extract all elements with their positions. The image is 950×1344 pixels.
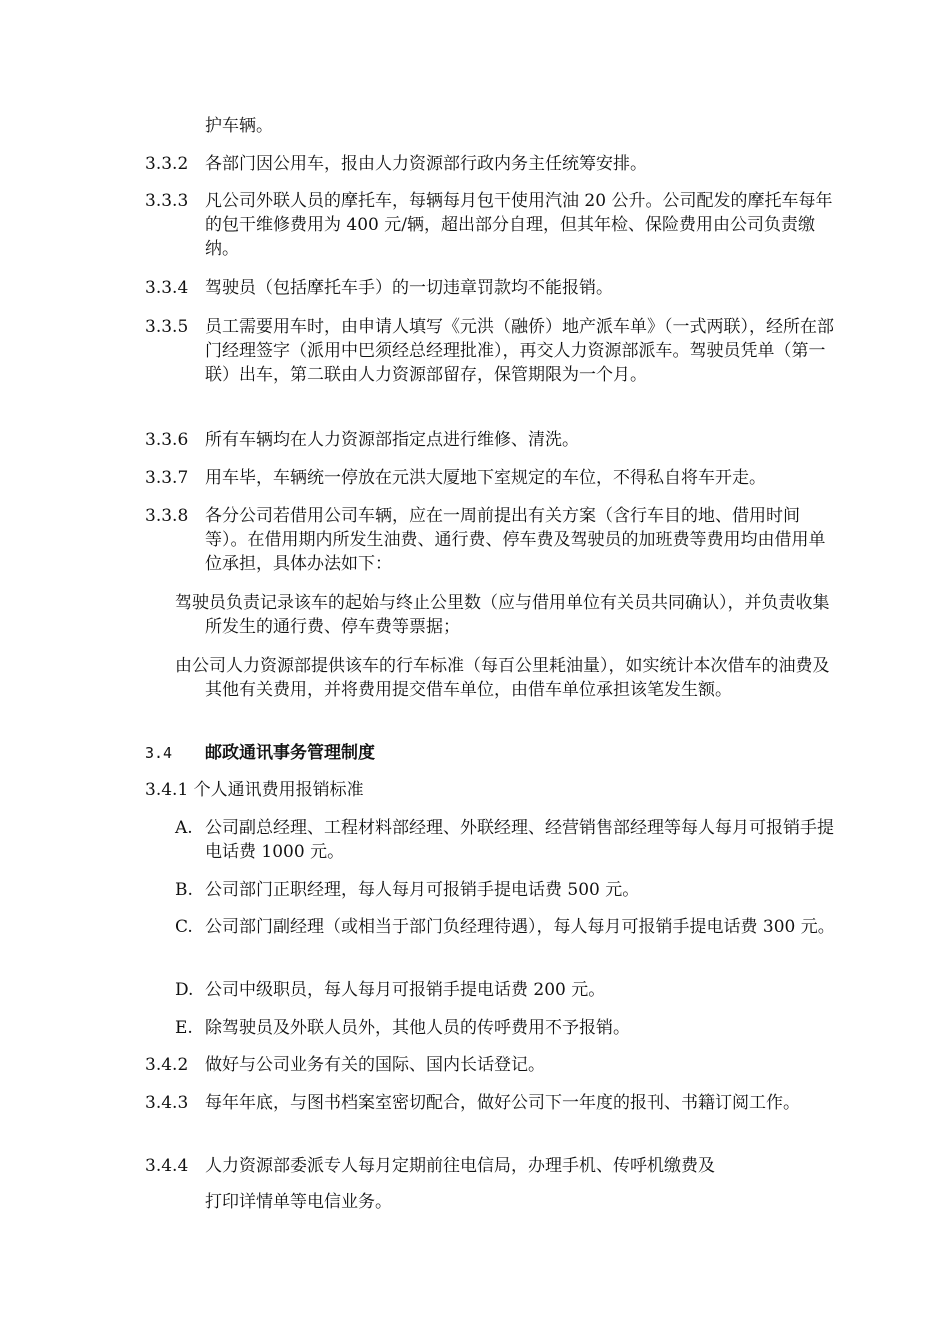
clause-text: 驾驶员（包括摩托车手）的一切违章罚款均不能报销。 xyxy=(205,278,613,298)
section-heading-3-4 xyxy=(145,741,835,765)
clause-number: 3.3.7 xyxy=(145,468,189,488)
lettered-item-e xyxy=(175,1016,835,1040)
item-letter: A. xyxy=(175,818,193,838)
clause-3-3-3 xyxy=(145,189,835,261)
clause-3-3-7 xyxy=(145,466,835,490)
clause-number: 3.4.4 xyxy=(145,1156,189,1176)
clause-text: 员工需要用车时，由申请人填写《元洪（融侨）地产派车单》（一式两联），经所在部门经理签字（派用中巴须经总经理批准），再交人力资源部派车。驾驶员凭单（第一联）出车，第二联由人力资源部留存，保管期限为一个月。 xyxy=(205,317,834,385)
item-letter: B. xyxy=(175,880,193,900)
clause-3-4-4 xyxy=(145,1154,835,1178)
item-text: 公司中级职员，每人每月可报销手提电话费 200 元。 xyxy=(205,980,606,1000)
sub-item-fuel-standard: 由公司人力资源部提供该车的行车标准（每百公里耗油量），如实统计本次借车的油费及其他有关费用，并将费用提交借车单位，由借车单位承担该笔发生额。 xyxy=(175,656,830,700)
sub-item-driver-record: 驾驶员负责记录该车的起始与终止公里数（应与借用单位有关员共同确认），并负责收集所发生的通行费、停车费等票据； xyxy=(175,593,830,637)
clause-number: 3.4.2 xyxy=(145,1055,189,1075)
clause-number: 3.3.2 xyxy=(145,154,189,174)
item-text: 除驾驶员及外联人员外，其他人员的传呼费用不予报销。 xyxy=(205,1018,630,1038)
lettered-item-c xyxy=(175,915,835,939)
clause-3-3-2 xyxy=(145,152,835,176)
continuation-text: 护车辆。 xyxy=(205,116,273,136)
clause-3-4-4-continuation: 打印详情单等电信业务。 xyxy=(205,1192,392,1212)
clause-3-4-3 xyxy=(145,1091,835,1115)
item-letter: C. xyxy=(175,917,193,937)
lettered-item-a xyxy=(175,816,835,864)
clause-text: 凡公司外联人员的摩托车，每辆每月包干使用汽油 20 公升。公司配发的摩托车每年的包干维修费用为 400 元/辆，超出部分自理，但其年检、保险费用由公司负责缴纳。 xyxy=(205,191,833,259)
clause-number: 3.3.6 xyxy=(145,430,189,450)
clause-number: 3.3.5 xyxy=(145,317,189,337)
clause-text: 所有车辆均在人力资源部指定点进行维修、清洗。 xyxy=(205,430,579,450)
item-letter: D. xyxy=(175,980,194,1000)
clause-number: 3.3.3 xyxy=(145,191,189,211)
clause-text: 用车毕，车辆统一停放在元洪大厦地下室规定的车位，不得私自将车开走。 xyxy=(205,468,766,488)
clause-3-3-8 xyxy=(145,504,835,576)
lettered-item-b xyxy=(175,878,835,902)
section-title: 邮政通讯事务管理制度 xyxy=(205,743,375,763)
clause-text: 每年年底，与图书档案室密切配合，做好公司下一年度的报刊、书籍订阅工作。 xyxy=(205,1093,800,1113)
lettered-item-d xyxy=(175,978,835,1002)
clause-text: 各分公司若借用公司车辆，应在一周前提出有关方案（含行车目的地、借用时间等）。在借用期内所发生油费、通行费、停车费及驾驶员的加班费等费用均由借用单位承担，具体办法如下： xyxy=(205,506,826,574)
clause-text: 做好与公司业务有关的国际、国内长话登记。 xyxy=(205,1055,545,1075)
sub-heading-3-4-1: 3.4.1 个人通讯费用报销标准 xyxy=(145,780,364,800)
clause-3-3-5 xyxy=(145,315,835,387)
clause-number: 3.3.8 xyxy=(145,506,189,526)
item-text: 公司部门正职经理，每人每月可报销手提电话费 500 元。 xyxy=(205,880,640,900)
clause-number: 3.3.4 xyxy=(145,278,189,298)
clause-3-3-6 xyxy=(145,428,835,452)
item-letter: E. xyxy=(175,1018,193,1038)
clause-text: 各部门因公用车，报由人力资源部行政内务主任统筹安排。 xyxy=(205,154,647,174)
clause-3-4-2 xyxy=(145,1053,835,1077)
item-text: 公司部门副经理（或相当于部门负经理待遇），每人每月可报销手提电话费 300 元。 xyxy=(205,917,835,937)
item-text: 公司副总经理、工程材料部经理、外联经理、经营销售部经理等每人每月可报销手提电话费 1000 元。 xyxy=(205,818,834,862)
clause-number: 3.4.3 xyxy=(145,1093,189,1113)
clause-text: 人力资源部委派专人每月定期前往电信局，办理手机、传呼机缴费及 xyxy=(205,1156,715,1176)
clause-3-3-4 xyxy=(145,276,835,300)
section-number: 3.4 xyxy=(145,744,173,762)
